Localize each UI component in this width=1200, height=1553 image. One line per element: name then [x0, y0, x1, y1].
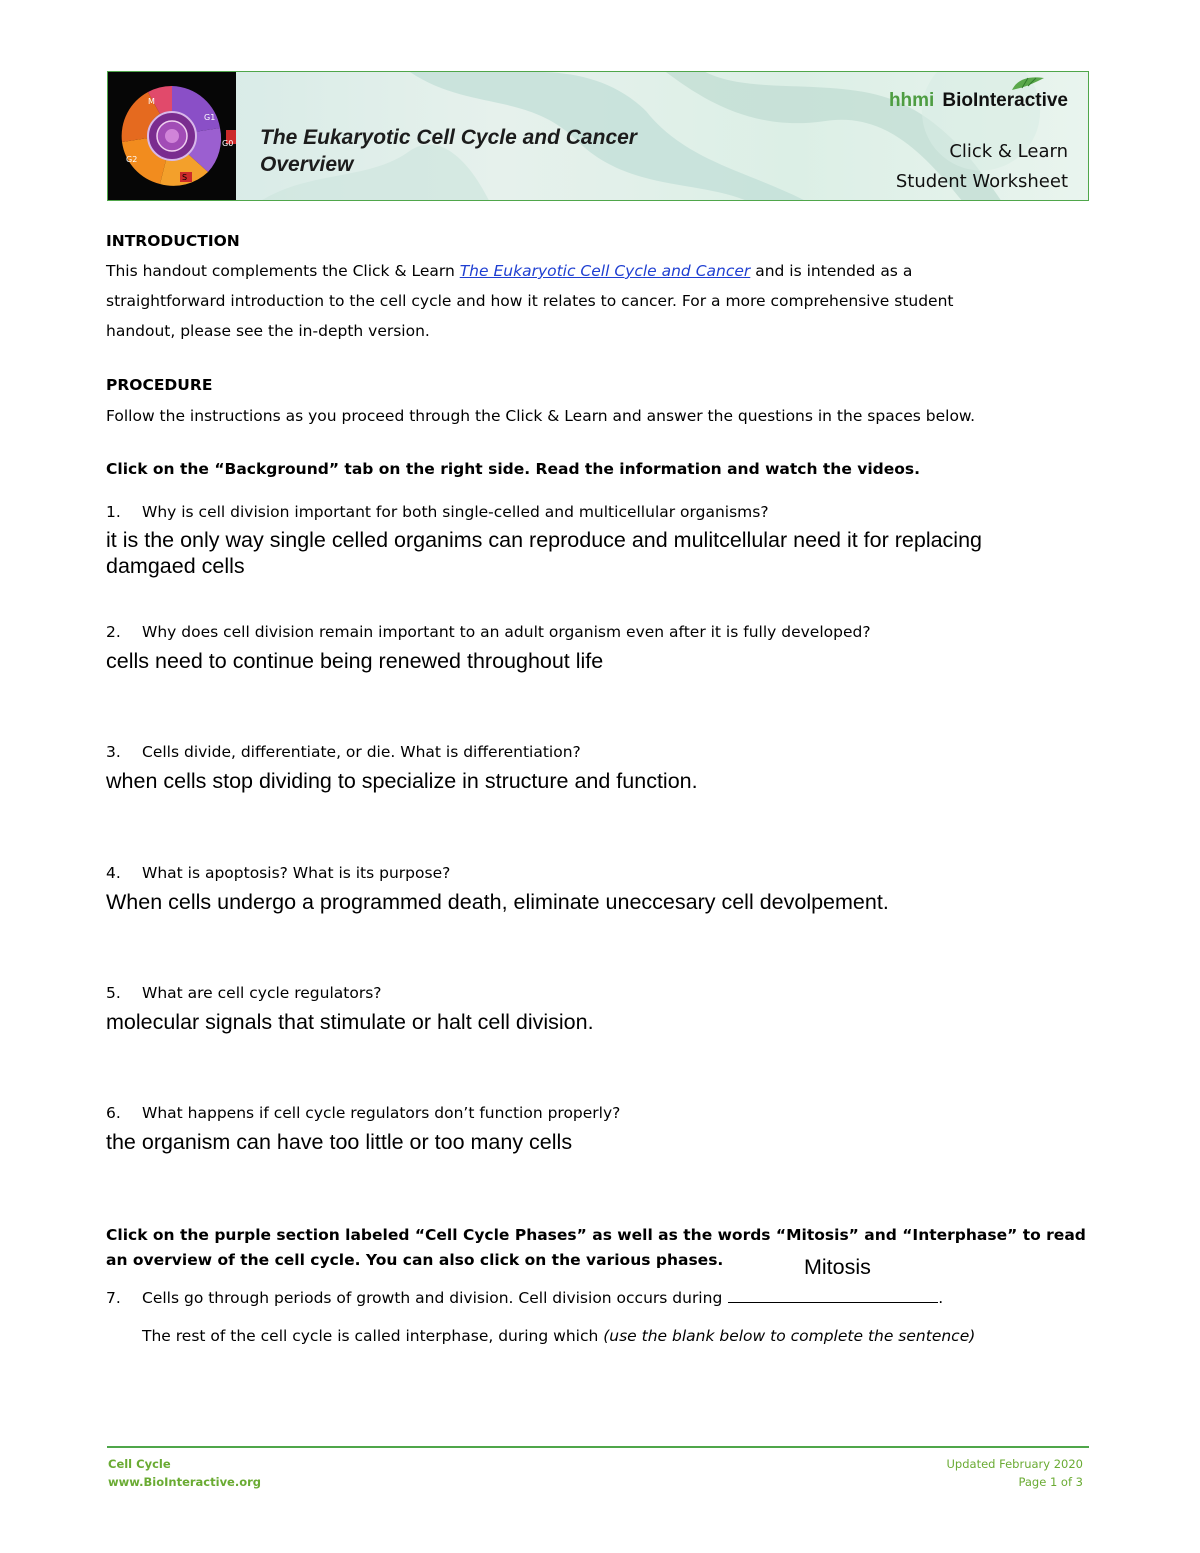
question-7: [106, 1288, 943, 1308]
answer-2[interactable]: cells need to continue being renewed throughout life: [106, 649, 604, 673]
procedure-heading: PROCEDURE: [106, 376, 213, 394]
header-banner: [107, 71, 1089, 201]
cell-cycle-wheel-icon: [108, 72, 236, 200]
footer-left: [108, 1455, 261, 1491]
footer-right: [947, 1455, 1083, 1491]
logo-label-g0: G0: [222, 139, 234, 148]
question-number: 4.: [106, 864, 121, 882]
question-text: Why is cell division important for both single-celled and multicellular organisms?: [142, 503, 769, 521]
question-number: 2.: [106, 623, 121, 641]
question-number: 6.: [106, 1104, 121, 1122]
answer-3[interactable]: when cells stop dividing to specialize in structure and function.: [106, 769, 698, 793]
question-number: 7.: [106, 1289, 121, 1307]
cell-cycle-phases-instruction-line-2: an overview of the cell cycle. You can also click on the various phases.: [106, 1251, 724, 1269]
question-text: Cells divide, differentiate, or die. What is differentiation?: [142, 743, 581, 761]
logo-label-g1: G1: [204, 113, 216, 122]
answer-4[interactable]: When cells undergo a programmed death, eliminate uneccesary cell devolpement.: [106, 890, 889, 914]
question-1: [106, 502, 769, 522]
brand-hhmi: hhmi: [888, 90, 935, 111]
footer-topic: Cell Cycle: [108, 1457, 171, 1471]
intro-text-post: and is intended as a: [750, 262, 913, 280]
logo-label-s: S: [182, 173, 188, 182]
question-4: [106, 863, 450, 883]
introduction-line-1: [106, 261, 912, 281]
question-text: Cells go through periods of growth and division. Cell division occurs during: [142, 1289, 723, 1307]
footer-updated-date: Updated February 2020: [946, 1457, 1083, 1471]
footer-website-link[interactable]: www.BioInteractive.org: [108, 1475, 262, 1489]
title-line-1: The Eukaryotic Cell Cycle and Cancer: [260, 126, 637, 149]
question-5: [106, 983, 382, 1003]
brand-logo: [889, 90, 1068, 112]
answer-1-line-2[interactable]: damgaed cells: [106, 554, 245, 578]
procedure-text: Follow the instructions as you proceed through the Click & Learn and answer the questions in the spaces below.: [106, 407, 976, 425]
subtitle-click-learn: Click & Learn: [949, 141, 1068, 162]
cell-cycle-phases-instruction-line-1: Click on the purple section labeled “Cell Cycle Phases” as well as the words “Mitosis” and “Interphase” to read: [106, 1226, 1086, 1244]
question-number: 3.: [106, 743, 121, 761]
answer-5[interactable]: molecular signals that stimulate or halt cell division.: [106, 1010, 594, 1034]
question-hint: (use the blank below to complete the sentence): [603, 1327, 976, 1345]
introduction-heading: INTRODUCTION: [106, 232, 240, 250]
answer-7[interactable]: Mitosis: [804, 1255, 871, 1279]
question-number: 1.: [106, 503, 121, 521]
question-text: What happens if cell cycle regulators don’t function properly?: [142, 1104, 621, 1122]
question-text: Why does cell division remain important to an adult organism even after it is fully developed?: [142, 623, 871, 641]
intro-text-pre: This handout complements the Click & Learn: [106, 262, 460, 280]
brand-biointeractive: BioInteractive: [942, 90, 1068, 111]
question-6: [106, 1103, 620, 1123]
introduction-line-2: straightforward introduction to the cell cycle and how it relates to cancer. For a more comprehensive student: [106, 292, 954, 310]
subtitle-student-worksheet: Student Worksheet: [895, 171, 1068, 192]
question-7-continuation: [142, 1326, 975, 1346]
answer-1-line-1[interactable]: it is the only way single celled organims can reproduce and mulitcellular need it for replacing: [106, 528, 982, 552]
footer-divider: [107, 1446, 1089, 1448]
background-instruction: Click on the “Background” tab on the right side. Read the information and watch the videos.: [106, 460, 921, 478]
logo-label-m: M: [148, 97, 155, 106]
question-number: 5.: [106, 984, 121, 1002]
logo-label-g2: G2: [126, 155, 138, 164]
question-2: [106, 622, 871, 642]
answer-blank-line: [728, 1288, 938, 1303]
click-learn-link[interactable]: The Eukaryotic Cell Cycle and Cancer: [459, 262, 751, 280]
question-3: [106, 742, 581, 762]
cell-cycle-logo: [108, 72, 236, 200]
page-title: [260, 124, 637, 178]
question-text: What is apoptosis? What is its purpose?: [142, 864, 451, 882]
question-period: .: [938, 1289, 944, 1307]
introduction-line-3: handout, please see the in-depth version.: [106, 322, 430, 340]
answer-6[interactable]: the organism can have too little or too many cells: [106, 1130, 573, 1154]
question-text: The rest of the cell cycle is called interphase, during which: [142, 1327, 604, 1345]
footer-page-number: Page 1 of 3: [1018, 1475, 1083, 1489]
question-text: What are cell cycle regulators?: [142, 984, 382, 1002]
title-line-2: Overview: [260, 153, 354, 176]
